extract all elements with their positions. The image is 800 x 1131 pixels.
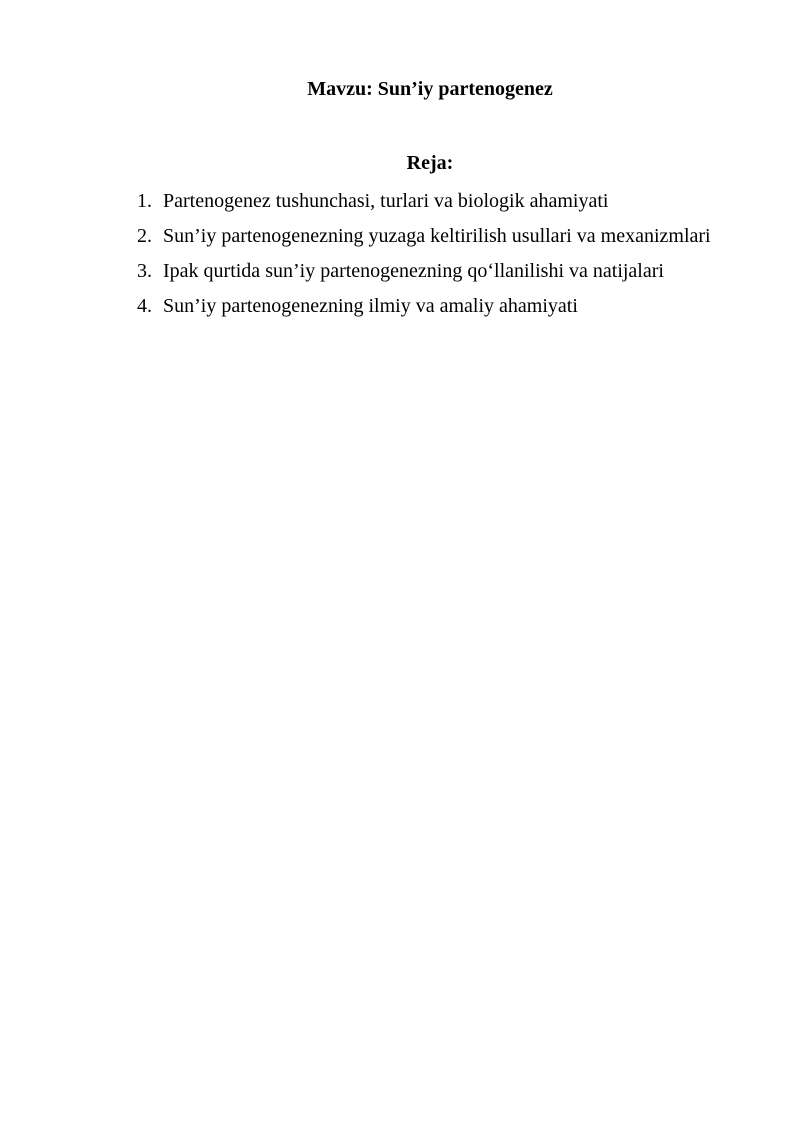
- plan-item-number: 1.: [137, 190, 152, 212]
- plan-item: [137, 189, 717, 213]
- plan-item-text: Sun’iy partenogenezning ilmiy va amaliy ahamiyati: [163, 295, 578, 317]
- plan-item: [137, 294, 717, 318]
- plan-item-number: 2.: [137, 225, 152, 247]
- plan-heading: Reja:: [406, 152, 454, 174]
- document-title: Mavzu: Sun’iy partenogenez: [307, 78, 553, 100]
- plan-item-text: Partenogenez tushunchasi, turlari va biologik ahamiyati: [163, 190, 609, 212]
- plan-item: [137, 259, 717, 283]
- plan-item-number: 4.: [137, 295, 152, 317]
- plan-item: [137, 224, 717, 248]
- plan-list: [137, 189, 717, 329]
- plan-item-text: Ipak qurtida sun’iy partenogenezning qo‘llanilishi va natijalari: [163, 260, 664, 282]
- plan-item-text: Sun’iy partenogenezning yuzaga keltirilish usullari va mexanizmlari: [163, 225, 711, 247]
- plan-item-number: 3.: [137, 260, 152, 282]
